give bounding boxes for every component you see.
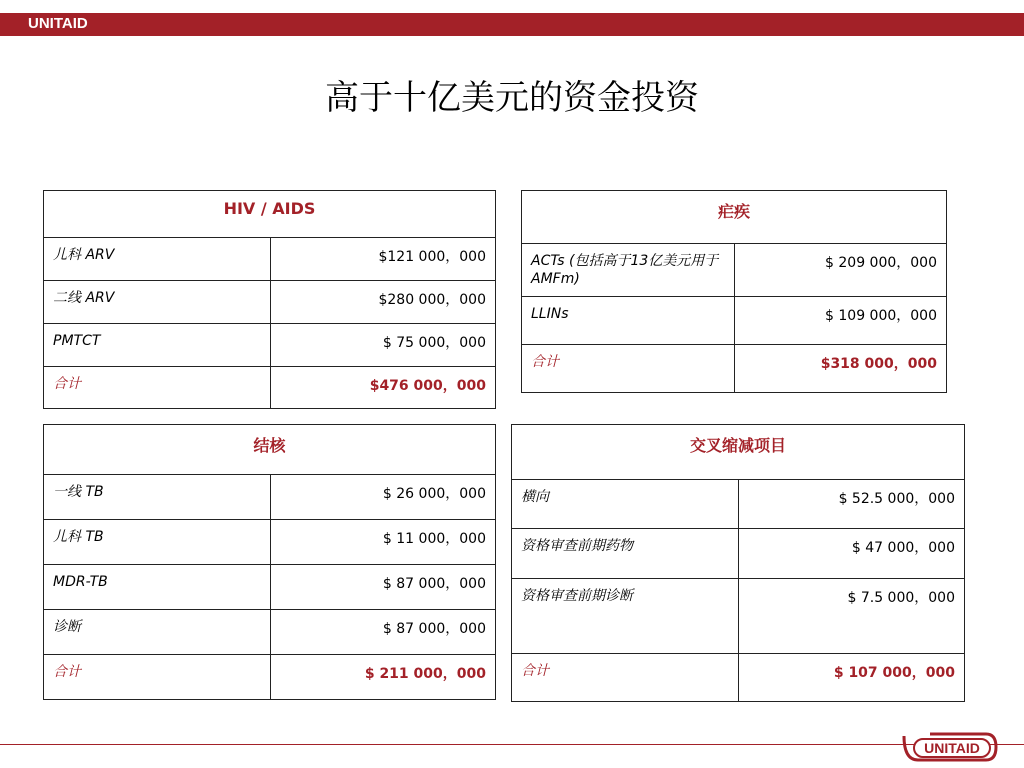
table-row — [44, 281, 496, 324]
cross-cutting-table — [511, 424, 965, 702]
row-value: $ 87 000，000 — [271, 610, 496, 655]
unitaid-logo-icon — [900, 730, 1000, 764]
row-value: $ 47 000，000 — [739, 529, 965, 579]
table-row — [44, 324, 496, 367]
row-value: $ 211 000，000 — [271, 655, 496, 700]
row-label: 合计 — [512, 654, 739, 702]
tb-table — [43, 424, 496, 700]
table-row — [522, 297, 947, 345]
table-row — [44, 610, 496, 655]
row-label: 儿科 TB — [44, 520, 271, 565]
row-value: $ 26 000，000 — [271, 475, 496, 520]
row-value: $ 11 000，000 — [271, 520, 496, 565]
table-row-total — [44, 655, 496, 700]
row-label: MDR-TB — [44, 565, 271, 610]
row-value: $280 000，000 — [271, 281, 496, 324]
table-row — [512, 529, 965, 579]
table-row — [44, 520, 496, 565]
table-row-total — [512, 654, 965, 702]
row-label: LLINs — [522, 297, 735, 345]
row-label: 儿科 ARV — [44, 238, 271, 281]
row-label: 一线 TB — [44, 475, 271, 520]
row-value: $318 000，000 — [735, 345, 947, 393]
row-value: $ 209 000，000 — [735, 244, 947, 297]
row-label: 合计 — [522, 345, 735, 393]
row-value: $ 7.5 000，000 — [739, 579, 965, 654]
table-row-total — [522, 345, 947, 393]
logo-text: UNITAID — [924, 740, 980, 756]
row-value: $ 109 000，000 — [735, 297, 947, 345]
row-label: 诊断 — [44, 610, 271, 655]
row-label: 合计 — [44, 655, 271, 700]
table-row — [44, 475, 496, 520]
row-value: $ 52.5 000，000 — [739, 480, 965, 529]
top-bar — [0, 13, 1024, 36]
row-label: 资格审查前期诊断 — [512, 579, 739, 654]
page-title: 高于十亿美元的资金投资 — [325, 78, 699, 118]
row-label: PMTCT — [44, 324, 271, 367]
cross-cutting-title: 交叉缩减项目 — [512, 425, 965, 480]
table-row — [512, 480, 965, 529]
row-value: $ 87 000，000 — [271, 565, 496, 610]
tb-title: 结核 — [44, 425, 496, 475]
table-row — [44, 238, 496, 281]
table-row — [44, 565, 496, 610]
row-label: 二线 ARV — [44, 281, 271, 324]
table-row — [512, 579, 965, 654]
row-label: 合计 — [44, 367, 271, 409]
table-row-total — [44, 367, 496, 409]
row-value: $476 000，000 — [271, 367, 496, 409]
row-value: $121 000，000 — [271, 238, 496, 281]
row-value: $ 107 000，000 — [739, 654, 965, 702]
hiv-aids-table — [43, 190, 496, 409]
brand-label: UNITAID — [28, 15, 88, 32]
footer-divider — [0, 744, 1024, 745]
malaria-table — [521, 190, 947, 393]
row-value: $ 75 000，000 — [271, 324, 496, 367]
hiv-aids-title: HIV / AIDS — [44, 191, 496, 238]
table-row — [522, 244, 947, 297]
row-label: 资格审查前期药物 — [512, 529, 739, 579]
row-label: ACTs (包括高于13亿美元用于 AMFm) — [522, 244, 735, 297]
malaria-title: 疟疾 — [522, 191, 947, 244]
row-label: 横向 — [512, 480, 739, 529]
